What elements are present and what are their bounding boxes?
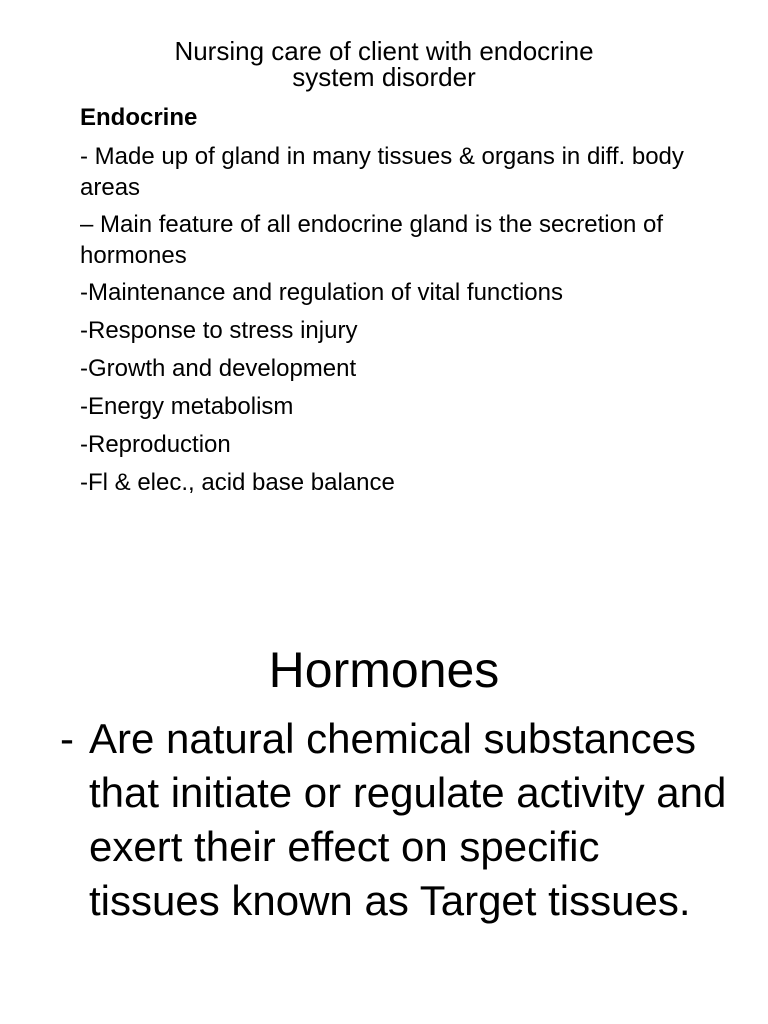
slide-title-line-2: system disorder (292, 62, 476, 92)
bullet-item: -Response to stress injury (80, 317, 358, 344)
hormones-definition: Are natural chemical substances that initiate or regulate activity and exert their effect on specific tissues known as Target tissues. (89, 715, 727, 924)
bullet-item: -Energy metabolism (80, 393, 294, 420)
bullet-item: -Fl & elec., acid base balance (80, 469, 395, 496)
hormones-body (60, 712, 740, 928)
bullet-item: -Reproduction (80, 431, 231, 458)
bullet-dash: - (60, 715, 74, 762)
slide-body (80, 102, 720, 499)
hormones-title: Hormones (268, 642, 500, 698)
hormones-bullet (60, 712, 740, 928)
bullet-item: -Growth and development (80, 355, 357, 382)
slide-title-line-1: Nursing care of client with endocrine (174, 36, 594, 66)
slide-title (40, 38, 728, 90)
bullet-item: -Maintenance and regulation of vital functions (80, 279, 563, 306)
bullet-item: - Made up of gland in many tissues & organs in diff. body areas (80, 143, 684, 201)
bullet-list (80, 141, 720, 499)
section-heading: Endocrine (80, 104, 198, 131)
bullet-item: – Main feature of all endocrine gland is the secretion of hormones (80, 211, 664, 269)
